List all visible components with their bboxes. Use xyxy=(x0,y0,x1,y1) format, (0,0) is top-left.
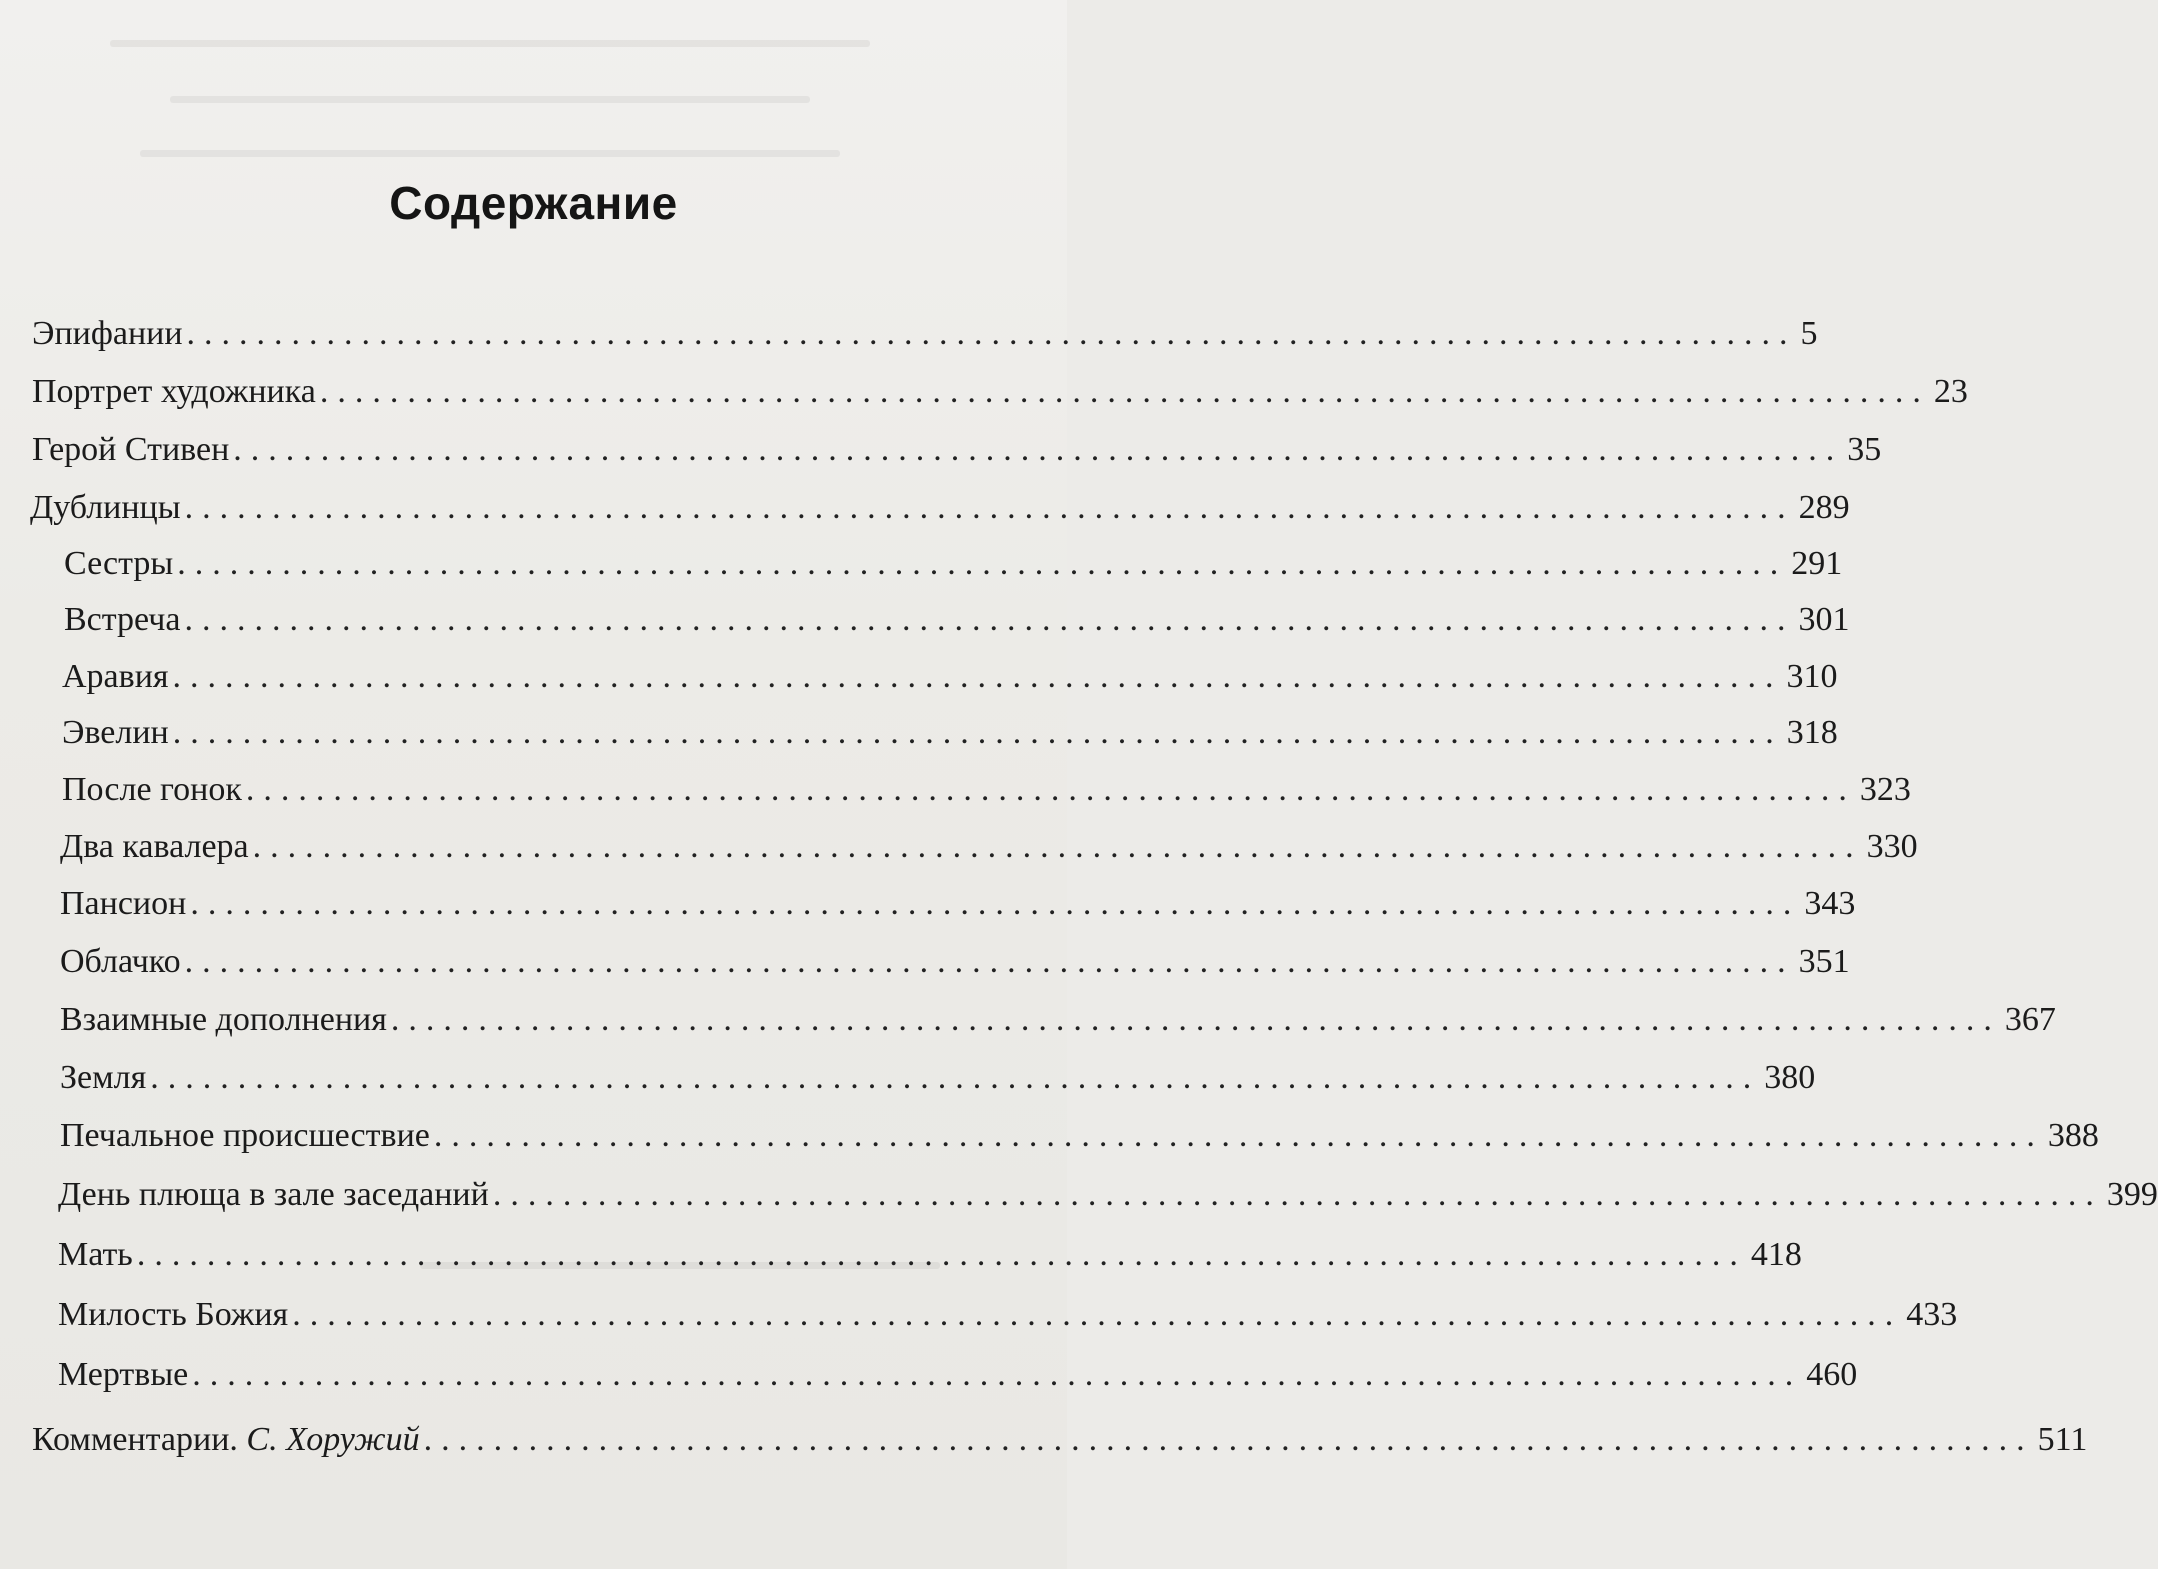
entry-label: Портрет художника xyxy=(32,373,316,410)
entry-page-number: 330 xyxy=(1866,828,1918,865)
entry-label: Земля xyxy=(60,1059,147,1096)
dot-leader: ............................................................................................ xyxy=(150,1059,1761,1096)
toc-entry-mother xyxy=(58,1229,1802,1275)
entry-page-number: 23 xyxy=(1933,373,1968,410)
entry-page-number: 511 xyxy=(2037,1421,2088,1458)
entry-label: Печальное происшествие xyxy=(60,1117,430,1154)
dot-leader: ............................................................................................ xyxy=(390,1001,2001,1038)
entry-page-number: 301 xyxy=(1798,601,1850,638)
dot-leader: ............................................................................................ xyxy=(423,1421,2034,1458)
entry-label: Милость Божия xyxy=(58,1296,289,1333)
dot-leader: ............................................................................................ xyxy=(319,373,1930,410)
entry-page-number: 5 xyxy=(1800,315,1818,352)
dot-leader: ............................................................................................ xyxy=(492,1176,2103,1213)
dot-leader: ............................................................................................ xyxy=(184,943,1795,980)
entry-label: Взаимные дополнения xyxy=(60,1001,387,1038)
dot-leader: ............................................................................................ xyxy=(184,489,1795,526)
dot-leader: ............................................................................................ xyxy=(172,658,1783,695)
dot-leader: ............................................................................................ xyxy=(172,714,1783,751)
entry-page-number: 351 xyxy=(1798,943,1850,980)
dot-leader: ............................................................................................ xyxy=(292,1296,1903,1333)
entry-page-number: 310 xyxy=(1786,658,1838,695)
toc-entry-counterparts xyxy=(60,994,2056,1040)
entry-label: Встреча xyxy=(64,601,181,638)
entry-page-number: 460 xyxy=(1806,1356,1858,1393)
dot-leader: ............................................................................................ xyxy=(252,828,1863,865)
toc-entry-stephen-hero xyxy=(32,424,1882,470)
entry-label xyxy=(32,1420,420,1460)
entry-page-number: 291 xyxy=(1791,545,1843,582)
entry-page-number: 35 xyxy=(1847,431,1882,468)
dot-leader: ............................................................................................ xyxy=(245,771,1856,808)
toc-entry-painful-case xyxy=(60,1110,2099,1156)
toc-entry-portrait xyxy=(32,366,1968,412)
entry-page-number: 399 xyxy=(2106,1176,2158,1213)
entry-label: Мертвые xyxy=(58,1356,189,1393)
toc-entry-epiphanies xyxy=(32,308,1818,354)
toc-entry-clay xyxy=(60,1052,1816,1098)
toc-entry-eveline xyxy=(62,707,1838,753)
entry-page-number: 380 xyxy=(1764,1059,1816,1096)
entry-label: Герой Стивен xyxy=(32,431,230,468)
toc-entry-little-cloud xyxy=(60,936,1850,982)
entry-label: Эпифании xyxy=(32,315,183,352)
toc-entry-araby xyxy=(62,651,1838,697)
entry-label: Два кавалера xyxy=(60,828,249,865)
entry-label: Дублинцы xyxy=(30,489,181,526)
entry-label-text: Комментарии. xyxy=(32,1421,238,1458)
entry-label: Облачко xyxy=(60,943,181,980)
entry-page-number: 367 xyxy=(2004,1001,2056,1038)
toc-entry-dubliners xyxy=(30,482,1850,528)
toc-entry-grace xyxy=(58,1289,1958,1335)
entry-label: Аравия xyxy=(62,658,169,695)
dot-leader: ............................................................................................ xyxy=(192,1356,1803,1393)
dot-leader: ............................................................................................ xyxy=(433,1117,2044,1154)
entry-page-number: 323 xyxy=(1859,771,1911,808)
entry-label: День плюща в зале заседаний xyxy=(58,1176,489,1213)
toc-entry-ivy-day xyxy=(58,1169,2158,1215)
toc-entry-encounter xyxy=(64,594,1850,640)
entry-page-number: 433 xyxy=(1906,1296,1958,1333)
toc-entry-boarding-house xyxy=(60,878,1856,924)
entry-label: Сестры xyxy=(64,545,174,582)
entry-label: После гонок xyxy=(62,771,242,808)
page-title: Содержание xyxy=(389,177,678,229)
entry-page-number: 388 xyxy=(2047,1117,2099,1154)
entry-page-number: 318 xyxy=(1786,714,1838,751)
dot-leader: ............................................................................................ xyxy=(186,315,1797,352)
dot-leader: ............................................................................................ xyxy=(177,545,1788,582)
toc-entry-commentary xyxy=(32,1414,2088,1460)
toc-entry-after-the-race xyxy=(62,764,1911,810)
dot-leader: ............................................................................................ xyxy=(136,1236,1747,1273)
dot-leader: ............................................................................................ xyxy=(190,885,1801,922)
toc-entry-two-gallants xyxy=(60,821,1918,867)
entry-author: С. Хоружий xyxy=(246,1421,420,1458)
entry-page-number: 289 xyxy=(1798,489,1850,526)
entry-page-number: 343 xyxy=(1804,885,1856,922)
dot-leader: ............................................................................................ xyxy=(233,431,1844,468)
entry-label: Мать xyxy=(58,1236,133,1273)
entry-label: Эвелин xyxy=(62,714,169,751)
entry-page-number: 418 xyxy=(1750,1236,1802,1273)
entry-label: Пансион xyxy=(60,885,187,922)
dot-leader: ............................................................................................ xyxy=(184,601,1795,638)
toc-entry-sisters xyxy=(64,538,1843,584)
toc-entry-the-dead xyxy=(58,1349,1858,1395)
